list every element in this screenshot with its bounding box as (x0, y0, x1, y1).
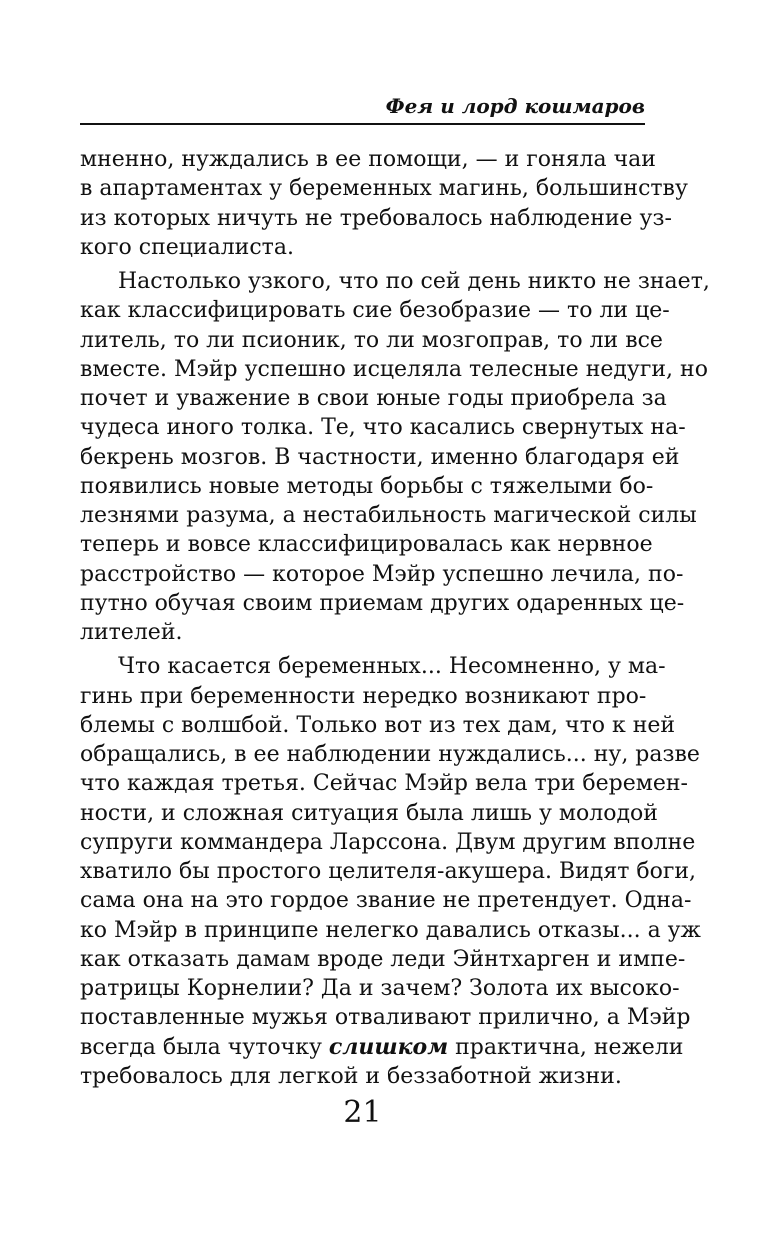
text-line: в апартаментах у беременных магинь, большинству (80, 176, 688, 202)
text-line: лителей. (80, 620, 183, 645)
text-line: гинь при беременности нередко возникают про- (80, 683, 647, 709)
paragraph (80, 267, 710, 647)
text-line: почет и уважение в свои юные годы приобрела за (80, 386, 667, 411)
text-line: бекрень мозгов. В частности, именно благодаря ей (80, 444, 680, 470)
text-line: сама она на это гордое звание не претендует. Одна- (80, 888, 692, 914)
text-line: требовалось для легкой и беззаботной жизни. (80, 1063, 622, 1089)
text-span: всегда была чуточку (80, 1034, 329, 1060)
text-line: из которых ничуть не требовалось наблюдение уз- (80, 205, 672, 231)
text-line: обращались, в ее наблюдении нуждались... ну, разве (80, 742, 700, 767)
text-line: блемы с волшбой. Только вот из тех дам, что к ней (80, 712, 676, 738)
text-line: ности, и сложная ситуация была лишь у молодой (80, 800, 658, 826)
text-line: теперь и вовсе классифицировалась как нервное (80, 532, 653, 558)
text-line: как отказать дамам вроде леди Эйнтхарген и импе- (80, 946, 686, 972)
emphasized-word: слишком (328, 1033, 449, 1060)
text-line: расстройство — которое Мэйр успешно лечила, по- (80, 561, 684, 587)
paragraph (80, 145, 688, 262)
text-line: Что касается беременных... Несомненно, у ма- (118, 654, 666, 680)
text-line: Настолько узкого, что по сей день никто не знает, (118, 269, 710, 294)
text-line: появились новые методы борьбы с тяжелыми бо- (80, 473, 654, 499)
text-line: литель, то ли псионик, то ли мозгоправ, то ли все (80, 327, 663, 353)
text-line: вместе. Мэйр успешно исцеляла телесные недуги, но (80, 356, 708, 382)
body-text (80, 145, 710, 1091)
page-number: 21 (343, 1095, 382, 1130)
running-head: Фея и лорд кошмаров (385, 94, 645, 118)
text-line: что каждая третья. Сейчас Мэйр вела три беремен- (80, 771, 688, 797)
text-line: поставленные мужья отваливают прилично, а Мэйр (80, 1005, 691, 1031)
text-span: практична, нежели (448, 1034, 684, 1060)
header-rule (80, 123, 645, 125)
text-line: ратрицы Корнелии? Да и зачем? Золота их высоко- (80, 976, 680, 1001)
text-line: кого специалиста. (80, 234, 294, 260)
text-line: мненно, нуждались в ее помощи, — и гоняла чаи (80, 147, 656, 172)
text-line: лезнями разума, а нестабильность магической силы (80, 503, 697, 528)
text-line: супруги коммандера Ларссона. Двум другим вполне (80, 829, 696, 855)
text-line: ко Мэйр в принципе нелегко давались отказы... а уж (80, 917, 701, 943)
paragraph (80, 652, 701, 1091)
text-line: хватило бы простого целителя-акушера. Видят боги, (80, 859, 697, 884)
text-line-with-emphasis (80, 1033, 684, 1062)
text-line: чудеса иного толка. Те, что касались свернутых на- (80, 415, 686, 441)
text-line: как классифицировать сие безобразие — то ли це- (80, 298, 670, 324)
text-line: путно обучая своим приемам других одаренных це- (80, 590, 685, 616)
